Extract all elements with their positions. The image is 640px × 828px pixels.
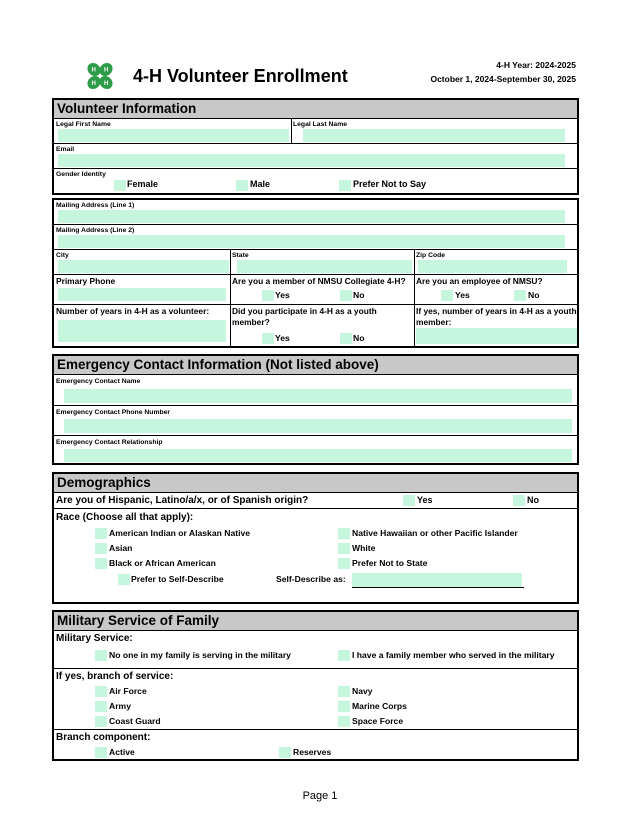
gender-label: Gender Identity <box>56 171 106 178</box>
last-name-field[interactable] <box>303 129 565 142</box>
last-name-label: Legal Last Name <box>293 121 348 128</box>
branch-space-force-label: Space Force <box>352 716 404 726</box>
race-pacific-islander-label: Native Hawaiian or other Pacific Islander <box>352 528 518 538</box>
component-reserves-label: Reserves <box>293 747 332 757</box>
phone-row <box>54 275 577 305</box>
race-american-indian-label: American Indian or Alaskan Native <box>109 528 251 538</box>
program-year: 4-H Year: 2024-2025 <box>496 60 576 70</box>
youth-no-label: No <box>353 333 365 343</box>
component-active-label: Active <box>109 747 135 757</box>
military-section <box>52 610 579 761</box>
address2-label: Mailing Address (Line 2) <box>56 227 135 234</box>
youth-no-checkbox[interactable] <box>340 333 352 344</box>
hispanic-yes-checkbox[interactable] <box>403 495 415 506</box>
experience-row <box>54 305 577 346</box>
program-period: October 1, 2024-September 30, 2025 <box>430 74 576 84</box>
phone-label: Primary Phone <box>56 276 116 286</box>
service-member-checkbox[interactable] <box>338 650 350 661</box>
gender-male-checkbox[interactable] <box>236 180 248 191</box>
emergency-name-label: Emergency Contact Name <box>56 378 141 385</box>
collegiate-no-checkbox[interactable] <box>340 290 352 301</box>
branch-marine-corps-label: Marine Corps <box>352 701 407 711</box>
state-field[interactable] <box>237 260 412 273</box>
hispanic-no-checkbox[interactable] <box>513 495 525 506</box>
component-active-checkbox[interactable] <box>95 747 107 758</box>
years-volunteer-label: Number of years in 4-H as a volunteer: <box>56 306 210 316</box>
email-field[interactable] <box>58 154 565 167</box>
city-field[interactable] <box>58 260 229 273</box>
svg-text:H: H <box>104 81 109 87</box>
zip-label: Zip Code <box>416 252 446 259</box>
branch-air-force-checkbox[interactable] <box>95 686 107 697</box>
collegiate-yes-checkbox[interactable] <box>262 290 274 301</box>
military-service-label: Military Service: <box>56 633 133 644</box>
address2-row <box>54 225 577 250</box>
race-asian-label: Asian <box>109 543 133 553</box>
hispanic-question: Are you of Hispanic, Latino/a/x, or of Spanish origin? <box>56 495 309 506</box>
race-prefer-not-checkbox[interactable] <box>338 558 350 569</box>
section-heading: Demographics <box>54 474 577 493</box>
collegiate-no-label: No <box>353 290 365 300</box>
emergency-relationship-row <box>54 436 577 463</box>
emergency-phone-label: Emergency Contact Phone Number <box>56 409 171 416</box>
gender-row <box>54 169 577 193</box>
race-asian-checkbox[interactable] <box>95 543 107 554</box>
page-number: Page 1 <box>302 790 338 802</box>
address-section <box>52 198 579 348</box>
component-row <box>54 730 577 759</box>
branch-space-force-checkbox[interactable] <box>338 716 350 727</box>
branch-army-label: Army <box>109 701 131 711</box>
service-none-checkbox[interactable] <box>95 650 107 661</box>
service-none-label: No one in my family is serving in the military <box>109 650 291 660</box>
race-prefer-not-label: Prefer Not to State <box>352 558 428 568</box>
city-label: City <box>56 252 69 259</box>
email-label: Email <box>56 146 75 153</box>
emergency-phone-row <box>54 406 577 436</box>
self-describe-field[interactable] <box>352 573 522 587</box>
collegiate-yes-label: Yes <box>275 290 290 300</box>
svg-text:H: H <box>104 67 109 74</box>
branch-coast-guard-label: Coast Guard <box>109 716 161 726</box>
youth-question: Did you participate in 4-H as a youth member? <box>232 306 377 327</box>
gender-male-label: Male <box>250 179 271 189</box>
years-volunteer-field[interactable] <box>58 320 226 342</box>
section-heading: Military Service of Family <box>54 612 577 631</box>
hispanic-no-label: No <box>527 495 539 505</box>
employee-no-checkbox[interactable] <box>514 290 526 301</box>
gender-prefer-not-checkbox[interactable] <box>339 180 351 191</box>
branch-army-checkbox[interactable] <box>95 701 107 712</box>
branch-air-force-label: Air Force <box>109 686 147 696</box>
name-row <box>54 119 577 144</box>
emergency-phone-field[interactable] <box>64 419 572 433</box>
city-state-zip-row <box>54 250 577 275</box>
emergency-name-row <box>54 375 577 406</box>
state-label: State <box>232 252 249 259</box>
race-american-indian-checkbox[interactable] <box>95 528 107 539</box>
address1-row <box>54 200 577 225</box>
emergency-relationship-label: Emergency Contact Relationship <box>56 439 163 446</box>
page-title: 4-H Volunteer Enrollment <box>133 66 348 86</box>
employee-yes-label: Yes <box>455 290 470 300</box>
race-black-checkbox[interactable] <box>95 558 107 569</box>
race-white-label: White <box>352 543 376 553</box>
self-describe-as-label: Self-Describe as: <box>276 574 346 584</box>
demographics-section <box>52 472 579 604</box>
branch-navy-label: Navy <box>352 686 373 696</box>
race-white-checkbox[interactable] <box>338 543 350 554</box>
hispanic-yes-label: Yes <box>417 495 433 505</box>
emergency-section <box>52 354 579 465</box>
component-reserves-checkbox[interactable] <box>279 747 291 758</box>
gender-prefer-not-label: Prefer Not to Say <box>353 179 427 189</box>
race-black-label: Black or African American <box>109 558 216 568</box>
military-service-row <box>54 631 577 669</box>
emergency-name-field[interactable] <box>64 389 572 403</box>
volunteer-info-section <box>52 98 579 195</box>
branch-marine-corps-checkbox[interactable] <box>338 701 350 712</box>
email-row <box>54 144 577 169</box>
branch-navy-checkbox[interactable] <box>338 686 350 697</box>
race-self-describe-label: Prefer to Self-Describe <box>131 574 224 584</box>
hispanic-row <box>54 493 577 509</box>
youth-yes-checkbox[interactable] <box>262 333 274 344</box>
zip-field[interactable] <box>418 260 567 273</box>
phone-field[interactable] <box>58 288 226 301</box>
youth-yes-label: Yes <box>275 333 290 343</box>
address1-label: Mailing Address (Line 1) <box>56 202 135 209</box>
collegiate-question: Are you a member of NMSU Collegiate 4-H? <box>232 276 406 286</box>
section-heading: Volunteer Information <box>54 100 577 119</box>
race-self-describe-checkbox[interactable] <box>118 574 130 585</box>
gender-female-label: Female <box>127 179 159 189</box>
address2-field[interactable] <box>58 235 565 248</box>
first-name-field[interactable] <box>58 129 289 142</box>
section-heading: Emergency Contact Information (Not listed above) <box>54 356 577 375</box>
employee-no-label: No <box>528 290 540 300</box>
youth-years-label: If yes, number of years in 4-H as a youth member: <box>416 306 577 327</box>
emergency-relationship-field[interactable] <box>64 449 572 462</box>
branch-row <box>54 669 577 730</box>
branch-coast-guard-checkbox[interactable] <box>95 716 107 727</box>
address1-field[interactable] <box>58 210 565 223</box>
component-label: Branch component: <box>56 732 151 743</box>
race-pacific-islander-checkbox[interactable] <box>338 528 350 539</box>
service-member-label: I have a family member who served in the military <box>352 650 555 660</box>
branch-label: If yes, branch of service: <box>56 671 174 682</box>
first-name-label: Legal First Name <box>56 121 111 128</box>
gender-female-checkbox[interactable] <box>114 180 126 191</box>
svg-text:H: H <box>91 81 96 87</box>
race-label: Race (Choose all that apply): <box>56 512 194 523</box>
youth-years-field[interactable] <box>416 328 577 344</box>
svg-text:H: H <box>91 67 96 74</box>
employee-question: Are you an employee of NMSU? <box>416 276 543 286</box>
four-leaf-clover-icon <box>83 60 117 94</box>
employee-yes-checkbox[interactable] <box>441 290 453 301</box>
